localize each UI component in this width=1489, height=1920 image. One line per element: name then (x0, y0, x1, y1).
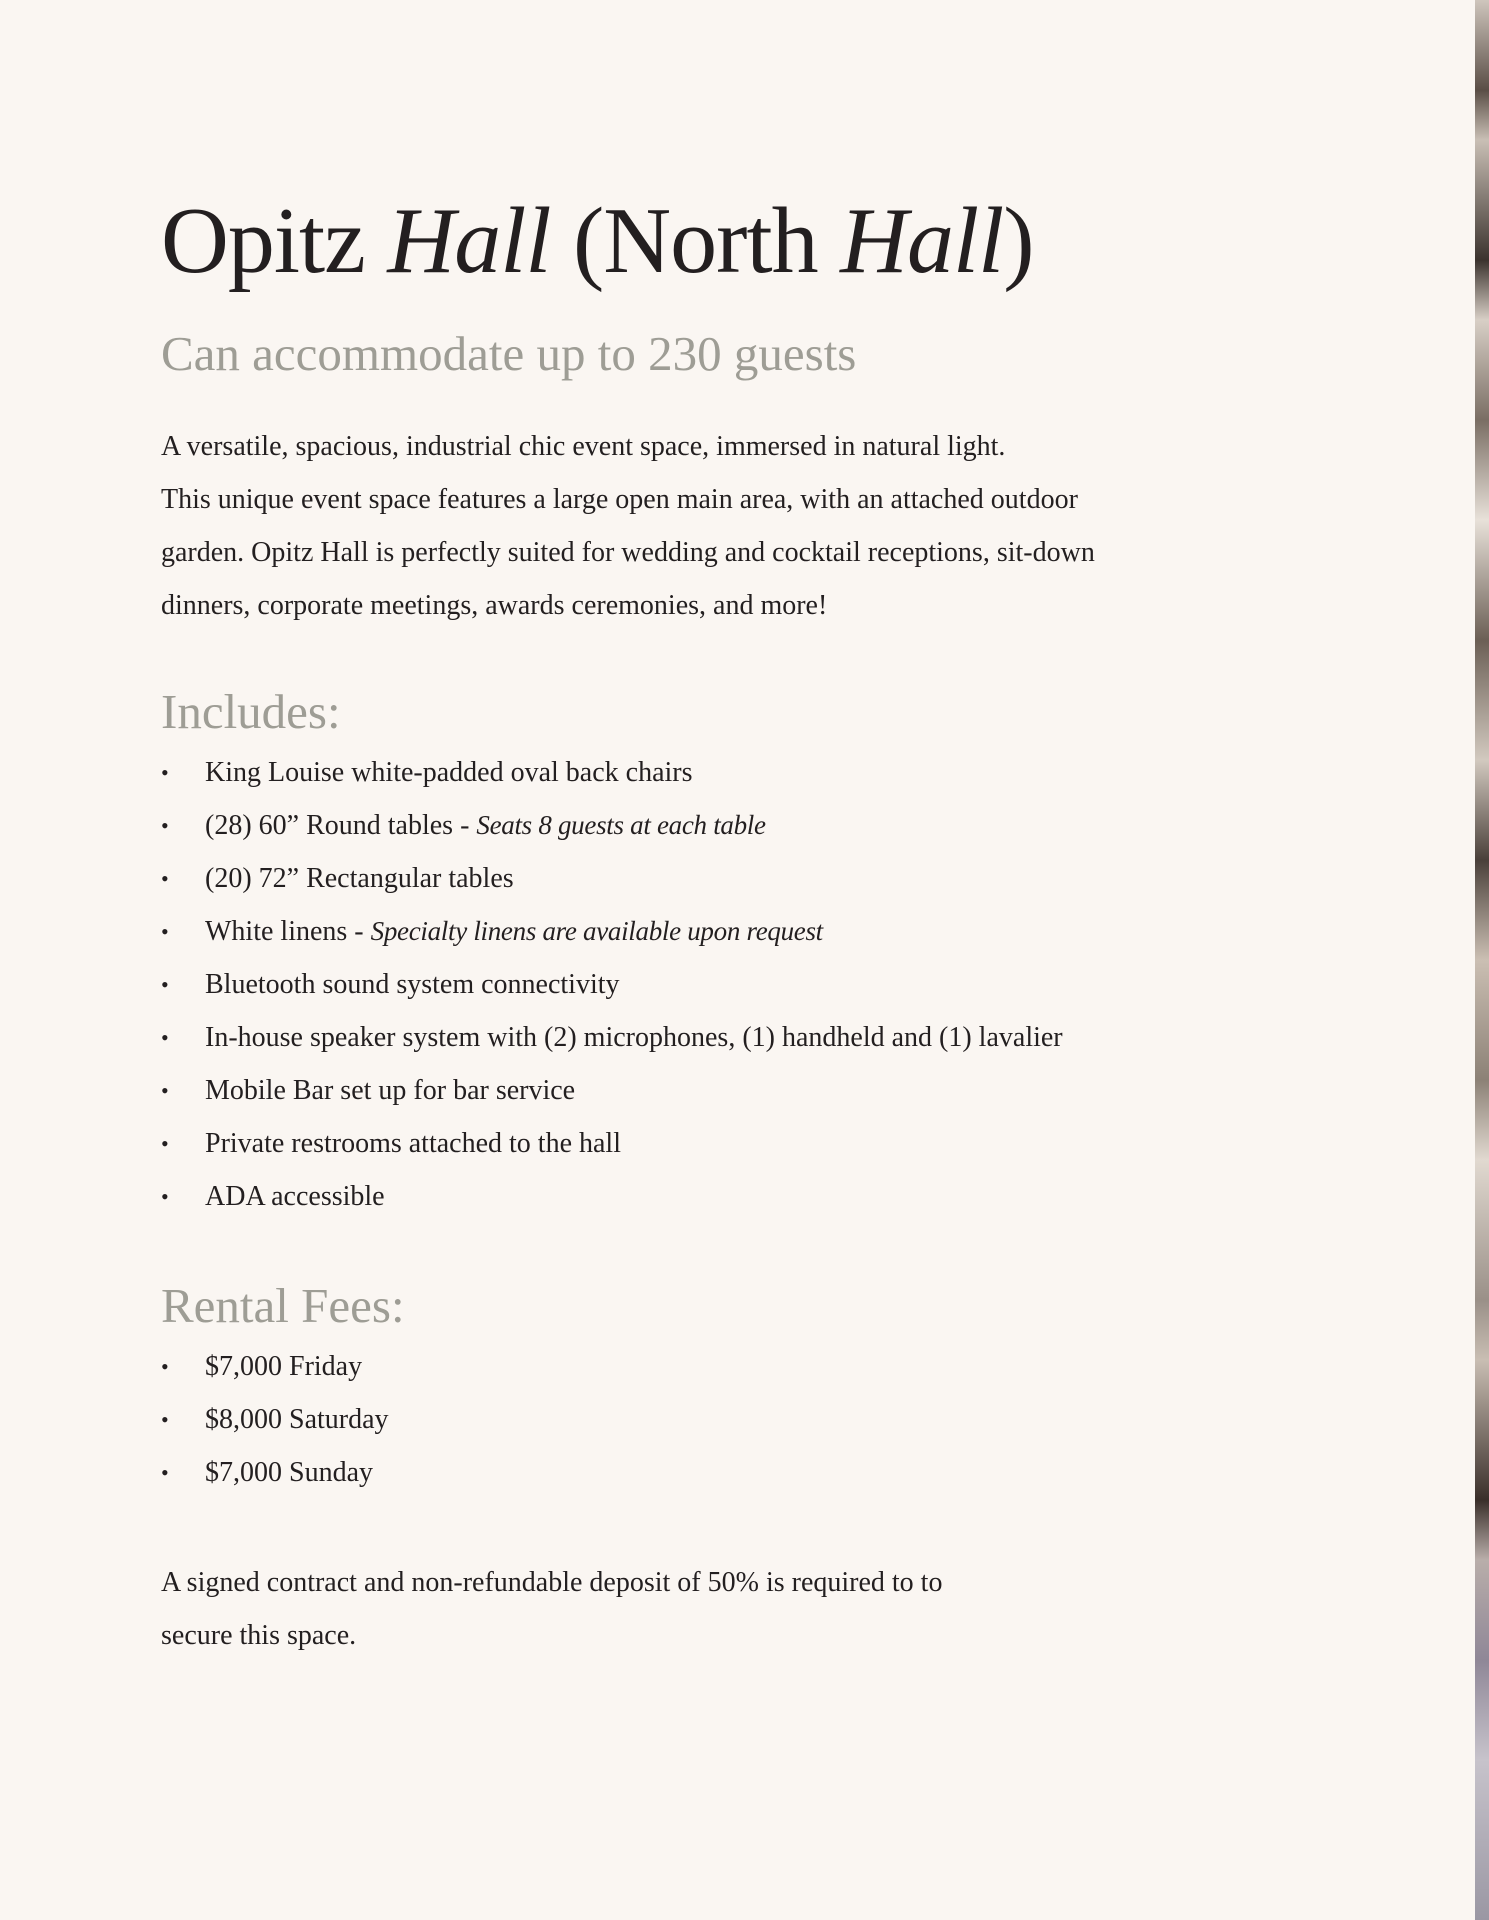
bullet: • (161, 1131, 169, 1156)
bullet: • (161, 1460, 169, 1485)
title-text-1: Opitz (161, 189, 388, 293)
intro-line: garden. Opitz Hall is perfectly suited for wedding and cocktail receptions, sit-down (161, 537, 1095, 568)
includes-heading: Includes: (161, 684, 341, 739)
page-title (161, 186, 1034, 296)
deposit-line: secure this space. (161, 1620, 357, 1651)
side-photo-strip (1475, 0, 1489, 1920)
fee-text: $7,000 Friday (205, 1351, 363, 1382)
deposit-note (161, 1556, 1121, 1662)
bullet: • (161, 1184, 169, 1209)
bullet: • (161, 1025, 169, 1050)
intro-line: This unique event space features a large open main area, with an attached outdoor (161, 484, 1078, 515)
bullet: • (161, 972, 169, 997)
title-text-3: ) (1003, 189, 1034, 293)
rental-fees-list (161, 1340, 389, 1499)
intro-paragraph (161, 420, 1221, 632)
bullet: • (161, 760, 169, 785)
item-text: Private restrooms attached to the hall (205, 1128, 621, 1159)
item-text: Bluetooth sound system connectivity (205, 969, 620, 1000)
item-note: Seats 8 guests at each table (476, 810, 766, 840)
list-item (161, 1446, 389, 1499)
item-text: In-house speaker system with (2) microphones, (1) handheld and (1) lavalier (205, 1022, 1063, 1053)
intro-line: dinners, corporate meetings, awards ceremonies, and more! (161, 590, 828, 621)
list-item (161, 1340, 389, 1393)
title-text-2: (North (550, 189, 841, 293)
bullet: • (161, 919, 169, 944)
item-text: ADA accessible (205, 1181, 385, 1212)
fee-text: $8,000 Saturday (205, 1404, 389, 1435)
title-text-italic-2: Hall (840, 189, 1004, 293)
list-item (161, 1117, 1063, 1170)
intro-line: A versatile, spacious, industrial chic event space, immersed in natural light. (161, 431, 1006, 462)
item-text: Mobile Bar set up for bar service (205, 1075, 576, 1106)
item-text: (28) 60” Round tables - (205, 810, 477, 841)
list-item (161, 1393, 389, 1446)
includes-list (161, 746, 1063, 1223)
fee-text: $7,000 Sunday (205, 1457, 373, 1488)
capacity-subtitle: Can accommodate up to 230 guests (161, 326, 857, 381)
bullet: • (161, 1078, 169, 1103)
list-item (161, 746, 1063, 799)
deposit-line: A signed contract and non-refundable deposit of 50% is required to to (161, 1567, 943, 1598)
bullet: • (161, 1354, 169, 1379)
list-item (161, 1064, 1063, 1117)
item-text: White linens - (205, 916, 371, 947)
list-item (161, 1170, 1063, 1223)
bullet: • (161, 866, 169, 891)
list-item (161, 958, 1063, 1011)
list-item (161, 799, 1063, 852)
list-item (161, 905, 1063, 958)
item-text: King Louise white-padded oval back chairs (205, 757, 693, 788)
bullet: • (161, 1407, 169, 1432)
list-item (161, 1011, 1063, 1064)
list-item (161, 852, 1063, 905)
bullet: • (161, 813, 169, 838)
item-note: Specialty linens are available upon request (370, 916, 823, 946)
item-text: (20) 72” Rectangular tables (205, 863, 514, 894)
title-text-italic-1: Hall (387, 189, 551, 293)
rental-fees-heading: Rental Fees: (161, 1278, 405, 1333)
